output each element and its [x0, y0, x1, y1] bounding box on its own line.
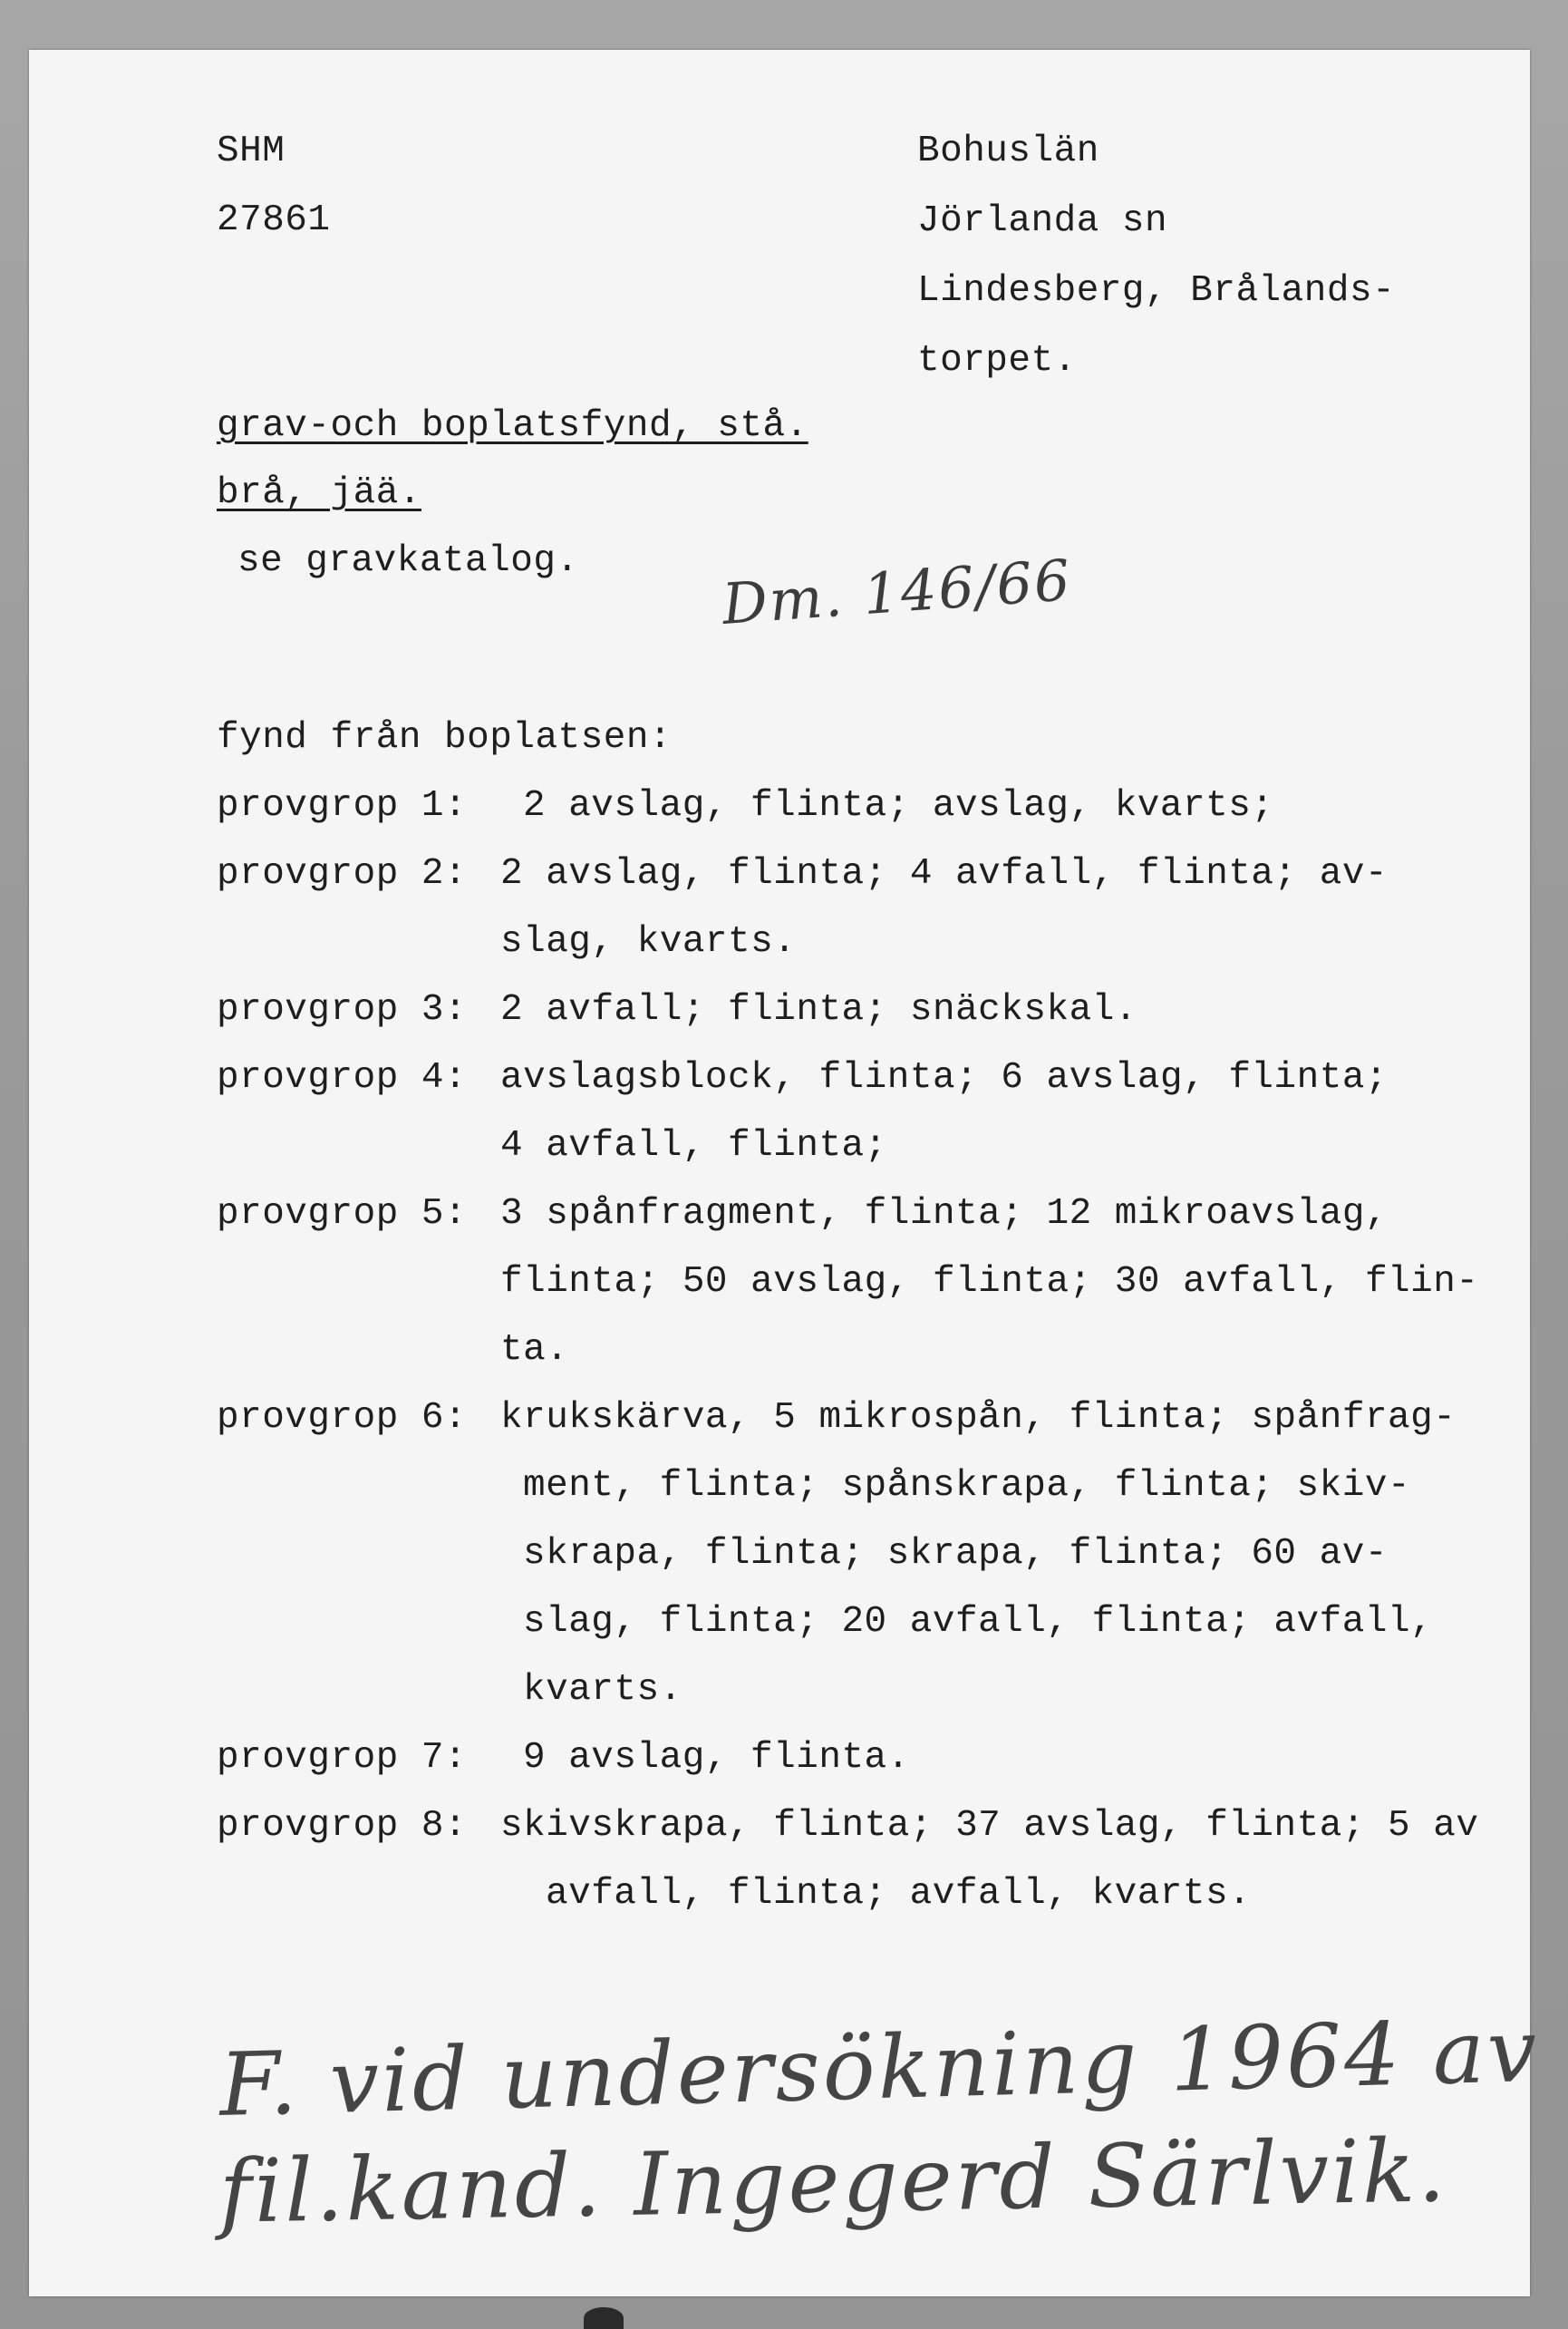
- pit-1-label: provgrop 1:: [217, 785, 468, 827]
- pit-5-line-1: 3 spånfragment, flinta; 12 mikroavslag,: [500, 1193, 1389, 1235]
- scan-artifact: [584, 2307, 624, 2329]
- pit-8-label: provgrop 8:: [217, 1805, 468, 1847]
- classification-line-2: brå, jää.: [217, 472, 421, 514]
- museum-code: SHM: [217, 131, 286, 172]
- handwritten-note-line-1: F. vid undersökning 1964 av: [218, 1999, 1541, 2137]
- paper-sheet: [29, 50, 1541, 2296]
- site-line-1: Lindesberg, Brålands-: [917, 270, 1396, 312]
- parish: Jörlanda sn: [917, 200, 1168, 242]
- pit-4-line-1: avslagsblock, flinta; 6 avslag, flinta;: [500, 1057, 1389, 1099]
- pit-5-line-2: flinta; 50 avslag, flinta; 30 avfall, flin-: [500, 1261, 1479, 1303]
- pit-6-line-1: krukskärva, 5 mikrospån, flinta; spånfrag-: [500, 1397, 1457, 1439]
- pit-8-line-1: skivskrapa, flinta; 37 avslag, flinta; 5 av: [500, 1805, 1479, 1847]
- pit-2-line-2: slag, kvarts.: [500, 921, 797, 963]
- pit-7-label: provgrop 7:: [217, 1737, 468, 1779]
- pit-6-line-5: kvarts.: [523, 1669, 682, 1711]
- classification-line-1: grav-och boplatsfynd, stå.: [217, 405, 808, 447]
- pit-6-line-3: skrapa, flinta; skrapa, flinta; 60 av-: [523, 1533, 1388, 1575]
- pit-6-line-2: ment, flinta; spånskrapa, flinta; skiv-: [523, 1465, 1411, 1507]
- classification-line-3: se gravkatalog.: [237, 540, 579, 582]
- pit-5-line-3: ta.: [500, 1329, 569, 1371]
- pit-3-line-1: 2 avfall; flinta; snäckskal.: [500, 989, 1137, 1031]
- province: Bohuslän: [917, 131, 1099, 172]
- inventory-number: 27861: [217, 199, 331, 241]
- pit-2-label: provgrop 2:: [217, 853, 468, 895]
- pit-1-line-1: 2 avslag, flinta; avslag, kvarts;: [523, 785, 1274, 827]
- pit-6-label: provgrop 6:: [217, 1397, 468, 1439]
- pit-4-label: provgrop 4:: [217, 1057, 468, 1099]
- site-line-2: torpet.: [917, 340, 1077, 382]
- handwritten-dm-number: Dm. 146/66: [720, 547, 1074, 637]
- pit-8-line-2: avfall, flinta; avfall, kvarts.: [546, 1873, 1252, 1915]
- pit-6-line-4: slag, flinta; 20 avfall, flinta; avfall,: [523, 1601, 1434, 1643]
- pit-4-line-2: 4 avfall, flinta;: [500, 1125, 887, 1167]
- pit-2-line-1: 2 avslag, flinta; 4 avfall, flinta; av-: [500, 853, 1389, 895]
- pit-3-label: provgrop 3:: [217, 989, 468, 1031]
- handwritten-note-line-2: fil.kand. Ingegerd Särlvik.: [218, 2120, 1449, 2243]
- pit-5-label: provgrop 5:: [217, 1193, 468, 1235]
- finds-heading: fynd från boplatsen:: [217, 717, 673, 759]
- pit-7-line-1: 9 avslag, flinta.: [523, 1737, 910, 1779]
